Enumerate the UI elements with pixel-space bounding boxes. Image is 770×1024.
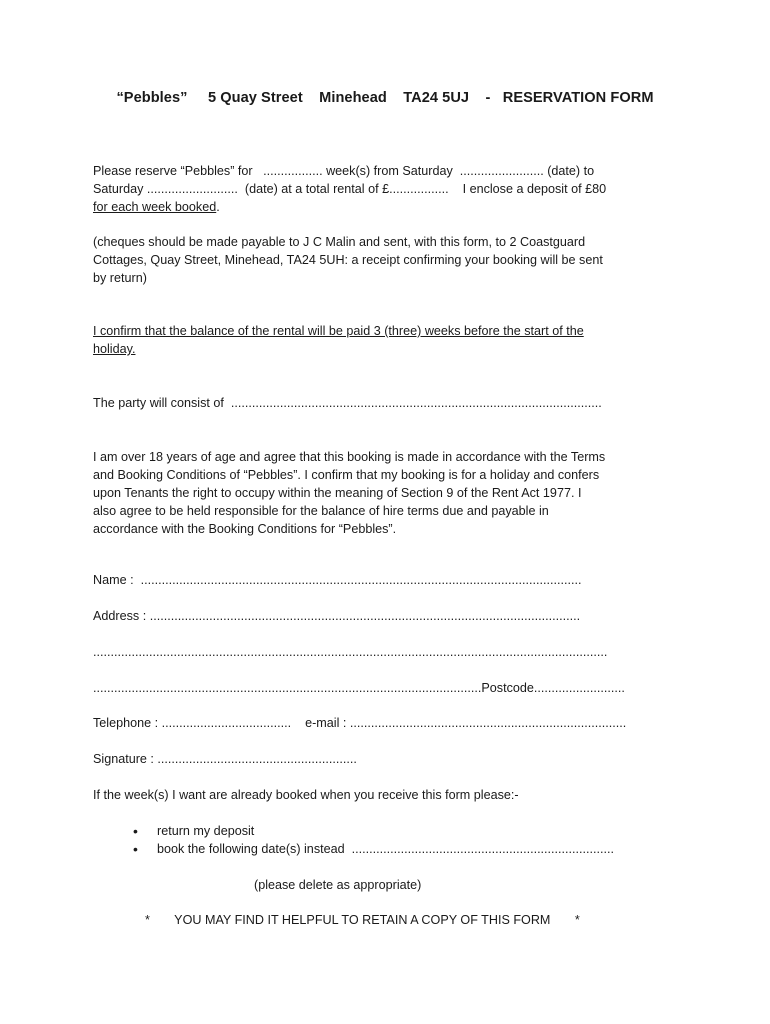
reserve-line-3-end: . — [216, 200, 220, 214]
reserve-paragraph — [93, 162, 683, 216]
balance-line-2: holiday. — [93, 342, 136, 356]
agreement-line-5: accordance with the Booking Conditions for “Pebbles”. — [93, 522, 397, 536]
name-field[interactable]: Name : .............................................................................................................................. — [93, 573, 582, 587]
option-return-deposit[interactable]: • return my deposit — [131, 822, 614, 840]
reserve-line-2[interactable]: Saturday .......................... (date) at a total rental of £................. I enclose a deposit of £80 — [93, 182, 607, 196]
form-title: “Pebbles” 5 Quay Street Minehead TA24 5UJ - RESERVATION FORM — [116, 90, 654, 106]
signature-field[interactable]: Signature : ......................................................... — [93, 752, 357, 766]
reserve-line-1[interactable]: Please reserve “Pebbles” for ................. week(s) from Saturday ........................ (date) to — [93, 164, 595, 178]
balance-paragraph — [93, 322, 683, 358]
delete-note: (please delete as appropriate) — [254, 878, 422, 892]
agreement-line-4: also agree to be held responsible for the balance of hire terms due and payable in — [93, 504, 549, 518]
if-booked-text: If the week(s) I want are already booked when you receive this form please:- — [93, 788, 519, 802]
address-field[interactable]: Address : ........................................................................................................................... — [93, 609, 581, 623]
agreement-paragraph — [93, 448, 683, 538]
party-field[interactable]: The party will consist of .......................................................................................................... — [93, 396, 602, 410]
agreement-line-1: I am over 18 years of age and agree that this booking is made in accordance with the Terms — [93, 450, 606, 464]
balance-line-1: I confirm that the balance of the rental will be paid 3 (three) weeks before the start of the — [93, 324, 584, 338]
telephone-email-field[interactable]: Telephone : ..................................... e-mail : ............................................................................... — [93, 716, 627, 730]
booking-options-list — [131, 822, 614, 858]
agreement-line-2: and Booking Conditions of “Pebbles”. I confirm that my booking is for a holiday and confers — [93, 468, 600, 482]
address-postcode-field[interactable]: ...............................................................................................................Postcode.......................... — [93, 681, 625, 695]
retain-copy-note: * YOU MAY FIND IT HELPFUL TO RETAIN A COPY OF THIS FORM * — [145, 913, 580, 927]
cheques-paragraph — [93, 233, 683, 287]
address-line-2-field[interactable]: ................................................................................................................................................... — [93, 645, 608, 659]
reserve-line-3: for each week booked — [93, 200, 217, 214]
option-book-other-dates[interactable]: • book the following date(s) instead ........................................................................... — [131, 840, 614, 858]
agreement-line-3: upon Tenants the right to occupy within the meaning of Section 9 of the Rent Act 1977. I — [93, 486, 582, 500]
cheques-line-1: (cheques should be made payable to J C Malin and sent, with this form, to 2 Coastguard — [93, 235, 586, 249]
cheques-line-2: Cottages, Quay Street, Minehead, TA24 5UH: a receipt confirming your booking will be sent — [93, 253, 603, 267]
cheques-line-3: by return) — [93, 271, 147, 285]
